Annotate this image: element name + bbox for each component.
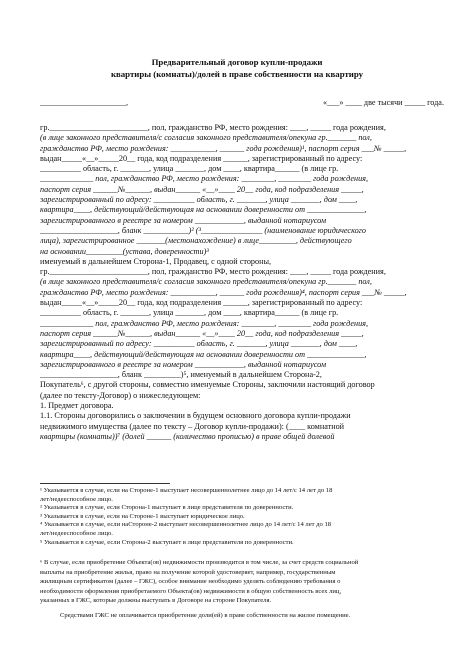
body-line: __________ область, г. _______, улица _______, дом ____, квартира______ (в лице гр. — [40, 308, 339, 318]
body-line: зарегистрированного в реестре за номером ____________, выданной нотариусом — [40, 215, 327, 225]
footnote-separator — [40, 483, 170, 484]
body-line: 1. Предмет договора. — [40, 401, 114, 411]
body-line: на основании_________(устава, доверенности)³ — [40, 246, 209, 256]
body-line: гр.________________________, пол, гражданство РФ, место рождения: ____, _____ года рождения, — [40, 267, 386, 277]
body-line: зарегистрированного в реестре за номером ____________, выданной нотариусом — [40, 359, 327, 369]
footnote-line: ³ Указывается в случае, если на Стороне-1 выступает юридическое лицо. — [40, 512, 245, 520]
footnote-last-line: Средствами ГЖС не оплачивается приобретение доли(ей) в праве собственности на жилое помещение. — [60, 612, 351, 619]
note-line: указанных в ГЖС, которые должны выступать в Договоре на стороне Покупателя. — [40, 597, 272, 605]
body-line: паспорт серия ______№______, выдан______ «__»____ 20__ года, код подразделения _____, — [40, 184, 364, 194]
title-line-2: квартиры (комнаты)/долей в праве собственности на квартиру — [110, 69, 364, 79]
body-line: _____________ пол, гражданство РФ, место рождения: ________, ________ года рождения, — [40, 318, 369, 328]
body-line: зарегистрированный по адресу: __________ область, г. _______, улица _______, дом ____, — [40, 195, 358, 205]
note-line: жилищным сертификатом (далее – ГЖС), особое внимание необходимо уделять соблюдению требования о — [40, 578, 341, 586]
body-line: ___________________, бланк ___________)² (³_______________ (наименование юридического — [40, 225, 366, 235]
footnote-line: лет/недееспособное лицо. — [40, 529, 113, 537]
body-line: (в лице законного представителя/с согласия законного представителя/опекуна гр._______ пол, — [40, 133, 372, 143]
place-date-row — [40, 98, 444, 107]
title-line-1: Предварительный договор купли-продажи — [151, 57, 323, 67]
body-line: квартира____, действующий/действующая на основании доверенности от ______________, — [40, 349, 367, 359]
body-line: _____________ пол, гражданство РФ, место рождения: ________, ________ года рождения, — [40, 174, 369, 184]
body-line: выдан_____«__»_____20__ года, код подразделения ______, зарегистрированный по адресу: — [40, 153, 363, 163]
body-line: ___________________, бланк _________)⁵, именуемый в дальнейшем Сторона-2, — [40, 370, 322, 380]
footnotes — [40, 487, 440, 547]
body-line: паспорт серия ______№______, выдан______ «__»____ 20__ года, код подразделения _____, — [40, 328, 364, 338]
body-line: Покупатель⁶, с другой стороны, совместно именуемые Стороны, заключили настоящий договор — [40, 380, 375, 390]
footnote-6 — [40, 558, 440, 606]
body-line: квартира____, действующий/действующая на основании доверенности от ______________, — [40, 205, 367, 215]
date-field: «___» ____ две тысячи _____ года. — [322, 98, 444, 107]
footnote-line: ⁴ Указывается в случае, если наСтороне-2 выступает несовершеннолетнее лицо до 14 лет/с 14 лет до 18 — [40, 521, 332, 529]
body-line: выдан_____«__»_____20__ года, код подразделения ______, зарегистрированный по адресу: — [40, 298, 363, 308]
body-line: (в лице законного представителя/с согласия законного представителя/опекуна гр._______ пол, — [40, 277, 372, 287]
footnote-line: ² Указывается в случае, если Сторона-1 выступает в лице представителя по доверенности. — [40, 504, 294, 512]
body-line: гр.________________________, пол, гражданство РФ, место рождения: ____, _____ года рождения, — [40, 123, 386, 132]
body-line: квартиры (комнаты))⁷ (долей ______ (количество прописью) в праве общей долевой — [40, 431, 335, 441]
note-line: необходимости оформления приобретаемого Объекта(ов) недвижимости в общую собственность всех лиц, — [40, 587, 342, 595]
body-line: (далее по тексту-Договор) о нижеследующем: — [40, 390, 201, 400]
note-line: ⁶ В случае, если приобретение Объекта(ов) недвижимости производится в том числе, за счет средств социальной — [40, 559, 359, 566]
body-line: лица), зарегистрированное _______(местонахождение) в лице_________, действующего — [40, 236, 352, 246]
document-title — [40, 56, 434, 80]
body-line: __________ область, г. _______, улица _______, дом ____, квартира______ (в лице гр. — [40, 164, 339, 174]
note-line: выплаты на приобретение жилья, право на получение которой удостоверяет, например, государственным — [40, 568, 336, 576]
footnote-line: ⁵ Указывается в случае, если Сторона-2 выступает в лице представителя по доверенности. — [40, 538, 294, 546]
body-line: именуемый в дальнейшем Сторона-1, Продавец, с одной стороны, — [40, 256, 272, 266]
body-line: зарегистрированный по адресу: __________ область, г. _______, улица _______, дом ____, — [40, 339, 358, 349]
place-field: _____________________, — [40, 98, 129, 107]
body-line: недвижимого имущества (далее по тексту – Договор купли-продажи): (____ комнатной — [40, 421, 345, 431]
body-line: 1.1. Стороны договорились о заключении в будущем основного договора купли-продажи — [40, 411, 351, 421]
document-body — [40, 98, 444, 442]
body-line: гражданство РФ, место рождения: ___________, ______ года рождения)¹, паспорт серия ___№ _____, — [40, 143, 407, 153]
footnote-line: лет/недееспособное лицо. — [40, 495, 113, 503]
body-line: гражданство РФ, место рождения: ___________, ______ года рождения)⁴, паспорт серия ___№ _____, — [40, 287, 407, 297]
footnote-line: ¹ Указывается в случае, если на Стороне-1 выступает несовершеннолетнее лицо до 14 лет/с 14 лет до 18 — [40, 487, 333, 494]
contract-text — [40, 123, 444, 442]
